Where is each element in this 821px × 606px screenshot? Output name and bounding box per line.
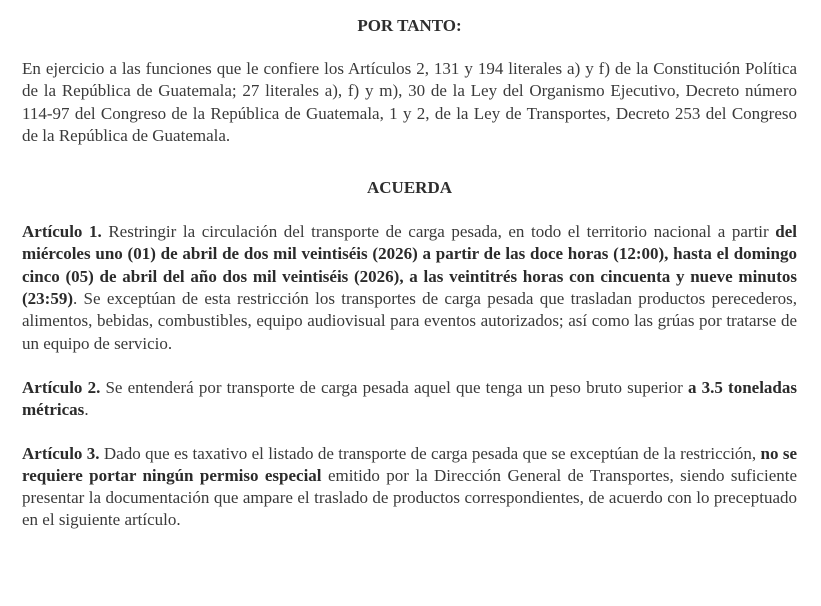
heading-acuerda: ACUERDA	[367, 178, 452, 198]
articulo-2-text-a: Se entenderá por transporte de carga pesada aquel que tenga un peso bruto superior	[100, 377, 688, 397]
preamble-paragraph: En ejercicio a las funciones que le confiere los Artículos 2, 131 y 194 literales a) y f) de la Constitución Política de la República de Guatemala; 27 literales a), f) y m), 30 de la Ley del Organismo Ejecutivo, Decreto número 114-97 del Congreso de la República de Guatemala, 1 y 2, de la Ley de Transportes, Decreto 253 del Congreso de la República de Guatemala.	[22, 59, 797, 145]
articulo-1-text-a: Restringir la circulación del transporte de carga pesada, en todo el territorio nacional a partir	[101, 222, 776, 242]
articulo-3-text-a: Dado que es taxativo el listado de transporte de carga pesada que se exceptúan de la restricción,	[99, 443, 761, 463]
articulo-1-paragraph	[22, 221, 797, 355]
articulo-1-label: Artículo 1.	[22, 222, 102, 242]
articulo-1-bold-dates: del miércoles uno (01) de abril de dos mil veintiséis (2026) a partir de las doce horas (12:00), hasta el domingo cinco (05) de abril del año dos mil veintiséis (2026), a las veintitrés horas con cincuenta y nueve minutos (23:59)	[22, 222, 797, 309]
articulo-1-text-b: . Se exceptúan de esta restricción los transportes de carga pesada que trasladan productos perecederos, alimentos, bebidas, combustibles, equipo audiovisual para eventos autorizados; así como las grúas por tratarse de un equipo de servicio.	[22, 289, 797, 353]
articulo-3-text-b: emitido por la Dirección General de Transportes, siendo suficiente presentar la documentación que ampare el traslado de productos correspondientes, de acuerdo con lo preceptuado en el siguiente artículo.	[22, 465, 798, 530]
articulo-3-paragraph	[22, 443, 797, 532]
articulo-3-label: Artículo 3.	[22, 443, 100, 463]
articulo-2-paragraph	[22, 377, 797, 422]
articulo-2-bold: a 3.5 toneladas métricas	[22, 377, 797, 420]
articulo-2-text-b: .	[84, 400, 89, 420]
articulo-3-bold: no se requiere portar ningún permiso especial	[22, 443, 798, 485]
heading-por-tanto: POR TANTO:	[357, 16, 462, 35]
articulo-2-label: Artículo 2.	[22, 377, 101, 397]
